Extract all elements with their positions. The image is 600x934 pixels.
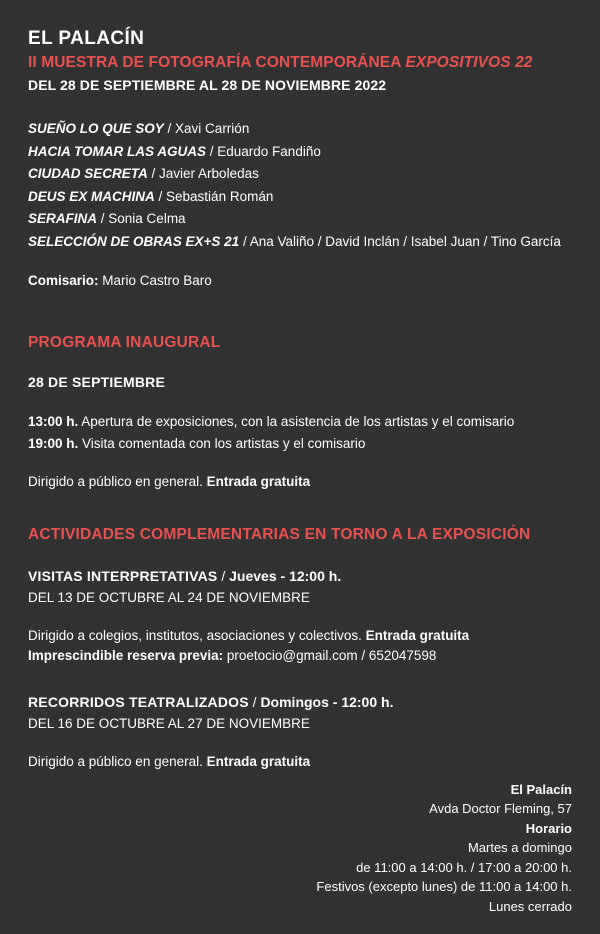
work-separator: / [97,211,109,226]
work-author: Ana Valiño / David Inclán / Isabel Juan / Tino García [249,233,561,249]
hours-line: de 11:00 a 14:00 h. / 17:00 a 20:00 h. [356,859,572,875]
work-title: HACIA TOMAR LAS AGUAS [28,143,206,159]
list-item [28,142,572,162]
activity-item [28,566,572,666]
hours-line: Lunes cerrado [488,898,572,914]
venue-name: El Palacín [510,781,572,797]
work-title: SELECCIÓN DE OBRAS EX+S 21 [28,233,240,249]
activity-range: DEL 13 DE OCTUBRE AL 24 DE NOVIEMBRE [28,590,310,605]
work-title: DEUS EX MACHINA [28,188,155,204]
activity-separator: / [248,694,261,710]
program-line [28,412,572,432]
program-note-text: Dirigido a público en general. [28,474,207,489]
program-text: Apertura de exposiciones, con la asistencia de los artistas y el comisario [78,414,515,429]
activity-note [28,626,572,646]
work-separator: / [206,143,218,159]
hours-line: Martes a domingo [467,840,572,855]
spacer [28,670,572,692]
activity-note-text: Dirigido a colegios, institutos, asociaciones y colectivos. [28,628,366,643]
venue-address: Avda Doctor Fleming, 57 [429,801,572,816]
list-item [28,209,572,229]
activity-name: VISITAS INTERPRETATIVAS [28,568,218,584]
work-separator: / [147,166,160,181]
curator-name: Mario Castro Baro [98,273,212,288]
work-separator: / [154,188,167,204]
activity-note-emphasis: Entrada gratuita [206,754,311,769]
activity-name: RECORRIDOS TEATRALIZADOS [28,694,249,710]
program-text: Visita comentada con los artistas y el comisario [78,436,366,451]
program-time: 19:00 h. [28,436,79,451]
work-separator: / [163,121,176,136]
spacer [28,492,572,526]
works-list [28,119,572,251]
work-title: CIUDAD SECRETA [28,166,148,181]
venue-info [316,780,572,917]
subtitle-italic: EXPOSITIVOS 22 [405,54,533,71]
program-line [28,434,572,454]
page-title: EL PALACÍN [28,28,145,49]
program-day: 28 DE SEPTIEMBRE [28,374,166,390]
work-author: Sebastián Román [166,188,274,204]
activity-note-emphasis: Entrada gratuita [365,628,470,643]
activity-booking-contact: proetocio@gmail.com / 652047598 [223,648,437,663]
activity-item [28,692,572,772]
activity-schedule: Domingos - 12:00 h. [260,694,394,710]
list-item [28,164,572,184]
activities-heading: ACTIVIDADES COMPLEMENTARIAS EN TORNO A LA EXPOSICIÓN [28,526,531,543]
curator-label: Comisario: [28,273,99,288]
work-author: Xavi Carrión [175,121,250,136]
work-title: SUEÑO LO QUE SOY [28,121,164,136]
program-note-emphasis: Entrada gratuita [206,474,311,489]
activity-note-text: Dirigido a público en general. [28,754,207,769]
exhibition-dates: DEL 28 DE SEPTIEMBRE AL 28 DE NOVIEMBRE 2022 [28,77,387,93]
program-time: 13:00 h. [28,414,79,429]
activity-booking-label: Imprescindible reserva previa: [28,648,224,663]
work-author: Javier Arboledas [159,166,259,181]
activity-title [28,566,572,586]
hours-line: Festivos (excepto lunes) de 11:00 a 14:00 h. [316,879,572,894]
activity-schedule: Jueves - 12:00 h. [229,568,342,584]
page-subtitle [28,54,572,72]
activity-note [28,752,572,772]
activity-booking [28,646,572,666]
program-note [28,472,572,492]
curator-line [28,273,572,288]
work-separator: / [239,233,250,249]
program-heading: PROGRAMA INAUGURAL [28,334,221,351]
list-item [28,187,572,207]
work-author: Sonia Celma [108,211,186,226]
hours-label: Horario [525,820,572,836]
activity-separator: / [217,568,230,584]
subtitle-main: II MUESTRA DE FOTOGRAFÍA CONTEMPORÁNEA [28,54,406,71]
list-item [28,232,572,252]
activity-range: DEL 16 DE OCTUBRE AL 27 DE NOVIEMBRE [28,716,310,731]
list-item [28,119,572,139]
activity-title [28,692,572,712]
work-author: Eduardo Fandiño [217,143,321,159]
work-title: SERAFINA [28,211,98,226]
